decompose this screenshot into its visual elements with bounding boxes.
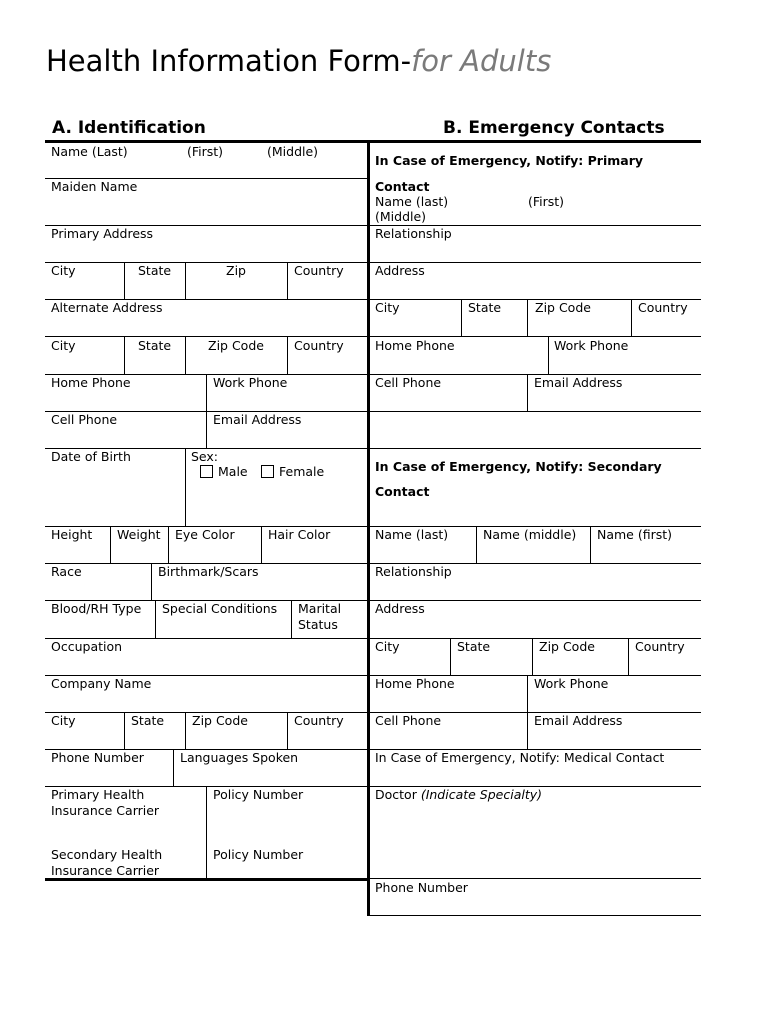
- address-label: Address: [375, 601, 425, 616]
- section-b-heading: B. Emergency Contacts: [443, 118, 665, 138]
- birthmark-label: Birthmark/Scars: [158, 564, 259, 579]
- phone-number-label: Phone Number: [51, 750, 144, 765]
- divider: [124, 712, 125, 749]
- work-phone-label: Work Phone: [213, 375, 288, 390]
- rule: [45, 638, 701, 639]
- home-phone-label: Home Phone: [375, 676, 455, 691]
- divider: [631, 299, 632, 336]
- divider: [124, 336, 125, 374]
- email-address-label: Email Address: [534, 713, 623, 728]
- primary-insurance-label: [51, 787, 159, 818]
- work-phone-label: Work Phone: [554, 338, 629, 353]
- rule: [367, 878, 701, 879]
- primary-ins-line1: Primary Health: [51, 787, 145, 802]
- divider: [628, 638, 629, 675]
- date-of-birth-label: Date of Birth: [51, 449, 131, 464]
- secondary-name-first-label: Name (first): [597, 527, 673, 542]
- rule: [45, 336, 701, 337]
- email-address-label: Email Address: [213, 412, 302, 427]
- form-title: [46, 44, 551, 78]
- country-label: Country: [294, 263, 344, 278]
- weight-label: Weight: [117, 527, 161, 542]
- state-label: State: [131, 713, 165, 728]
- top-rule: [45, 140, 701, 143]
- primary-name-first-label: (First): [528, 194, 565, 209]
- left-bottom-rule: [45, 878, 367, 881]
- doctor-text: Doctor: [375, 787, 421, 802]
- divider: [185, 712, 186, 749]
- secondary-ins-line1: Secondary Health: [51, 847, 163, 862]
- doctor-label: [375, 787, 542, 803]
- state-label: State: [468, 300, 502, 315]
- primary-name-last-label: Name (last): [375, 194, 449, 209]
- city-label: City: [51, 338, 76, 353]
- divider: [287, 336, 288, 374]
- divider: [287, 262, 288, 299]
- divider: [476, 526, 477, 563]
- secondary-insurance-label: [51, 847, 162, 878]
- cell-phone-label: Cell Phone: [51, 412, 118, 427]
- state-label: State: [138, 263, 172, 278]
- country-label: Country: [635, 639, 685, 654]
- divider: [461, 299, 462, 336]
- female-checkbox[interactable]: [261, 465, 274, 478]
- divider: [206, 374, 207, 448]
- zip-code-label: Zip Code: [539, 639, 595, 654]
- state-label: State: [138, 338, 172, 353]
- address-label: Address: [375, 263, 425, 278]
- divider: [527, 675, 528, 712]
- form-title-main: Health Information Form-: [46, 44, 412, 78]
- alternate-address-label: Alternate Address: [51, 300, 163, 315]
- hair-color-label: Hair Color: [268, 527, 331, 542]
- divider: [548, 336, 549, 374]
- cell-phone-label: Cell Phone: [375, 375, 442, 390]
- marital-line1: Marital: [298, 601, 342, 616]
- marital-line2: Status: [298, 616, 338, 632]
- female-label: Female: [279, 464, 325, 479]
- rule: [45, 563, 701, 564]
- rule: [45, 448, 701, 449]
- name-last-label: Name (Last): [51, 144, 128, 159]
- divider: [527, 712, 528, 749]
- cell-phone-label: Cell Phone: [375, 713, 442, 728]
- primary-ins-line2: Insurance Carrier: [51, 802, 160, 818]
- divider: [110, 526, 111, 563]
- maiden-name-label: Maiden Name: [51, 179, 138, 194]
- center-divider: [367, 140, 370, 916]
- rule: [45, 600, 701, 601]
- male-label: Male: [218, 464, 248, 479]
- medical-phone-number-label: Phone Number: [375, 880, 468, 895]
- occupation-label: Occupation: [51, 639, 123, 654]
- primary-contact-heading-line1: In Case of Emergency, Notify: Primary: [375, 153, 644, 168]
- eye-color-label: Eye Color: [175, 527, 235, 542]
- rule: [45, 411, 701, 412]
- state-label: State: [457, 639, 491, 654]
- divider: [261, 526, 262, 563]
- race-label: Race: [51, 564, 82, 579]
- city-label: City: [51, 713, 76, 728]
- sex-label: Sex:: [191, 449, 219, 464]
- divider: [532, 638, 533, 675]
- divider: [527, 374, 528, 411]
- primary-name-middle-label: (Middle): [375, 209, 427, 224]
- divider: [185, 448, 186, 526]
- country-label: Country: [294, 338, 344, 353]
- doctor-specialty-text: (Indicate Specialty): [420, 787, 543, 802]
- divider: [185, 336, 186, 374]
- email-address-label: Email Address: [534, 375, 623, 390]
- divider: [590, 526, 591, 563]
- height-label: Height: [51, 527, 93, 542]
- name-first-label: (First): [187, 144, 224, 159]
- secondary-contact-heading-line1: In Case of Emergency, Notify: Secondary: [375, 459, 662, 474]
- divider: [527, 299, 528, 336]
- medical-contact-heading: In Case of Emergency, Notify: Medical Contact: [375, 750, 665, 765]
- secondary-name-middle-label: Name (middle): [483, 527, 577, 542]
- company-name-label: Company Name: [51, 676, 152, 691]
- divider: [185, 262, 186, 299]
- divider: [287, 712, 288, 749]
- divider: [173, 749, 174, 786]
- city-label: City: [375, 639, 400, 654]
- rule: [367, 915, 701, 916]
- relationship-label: Relationship: [375, 564, 452, 579]
- country-label: Country: [294, 713, 344, 728]
- languages-spoken-label: Languages Spoken: [180, 750, 299, 765]
- secondary-contact-heading-line2: Contact: [375, 484, 430, 499]
- primary-address-label: Primary Address: [51, 226, 154, 241]
- marital-status-label: [298, 601, 341, 632]
- zip-code-label: Zip Code: [535, 300, 591, 315]
- zip-label: Zip: [226, 263, 246, 278]
- policy-number-label: Policy Number: [213, 847, 304, 862]
- city-label: City: [375, 300, 400, 315]
- blood-type-label: Blood/RH Type: [51, 601, 142, 616]
- city-label: City: [51, 263, 76, 278]
- divider: [155, 600, 156, 638]
- home-phone-label: Home Phone: [51, 375, 131, 390]
- policy-number-label: Policy Number: [213, 787, 304, 802]
- relationship-label: Relationship: [375, 226, 452, 241]
- special-conditions-label: Special Conditions: [162, 601, 278, 616]
- divider: [124, 262, 125, 299]
- divider: [291, 600, 292, 638]
- zip-code-label: Zip Code: [192, 713, 248, 728]
- name-middle-label: (Middle): [267, 144, 319, 159]
- zip-code-label: Zip Code: [208, 338, 264, 353]
- form-title-sub: for Adults: [411, 44, 552, 78]
- primary-contact-heading-line2: Contact: [375, 179, 430, 194]
- divider: [206, 786, 207, 878]
- male-checkbox[interactable]: [200, 465, 213, 478]
- secondary-ins-line2: Insurance Carrier: [51, 862, 160, 878]
- divider: [168, 526, 169, 563]
- home-phone-label: Home Phone: [375, 338, 455, 353]
- divider: [450, 638, 451, 675]
- secondary-name-last-label: Name (last): [375, 527, 449, 542]
- section-a-heading: A. Identification: [52, 118, 206, 138]
- divider: [151, 563, 152, 600]
- work-phone-label: Work Phone: [534, 676, 609, 691]
- country-label: Country: [638, 300, 688, 315]
